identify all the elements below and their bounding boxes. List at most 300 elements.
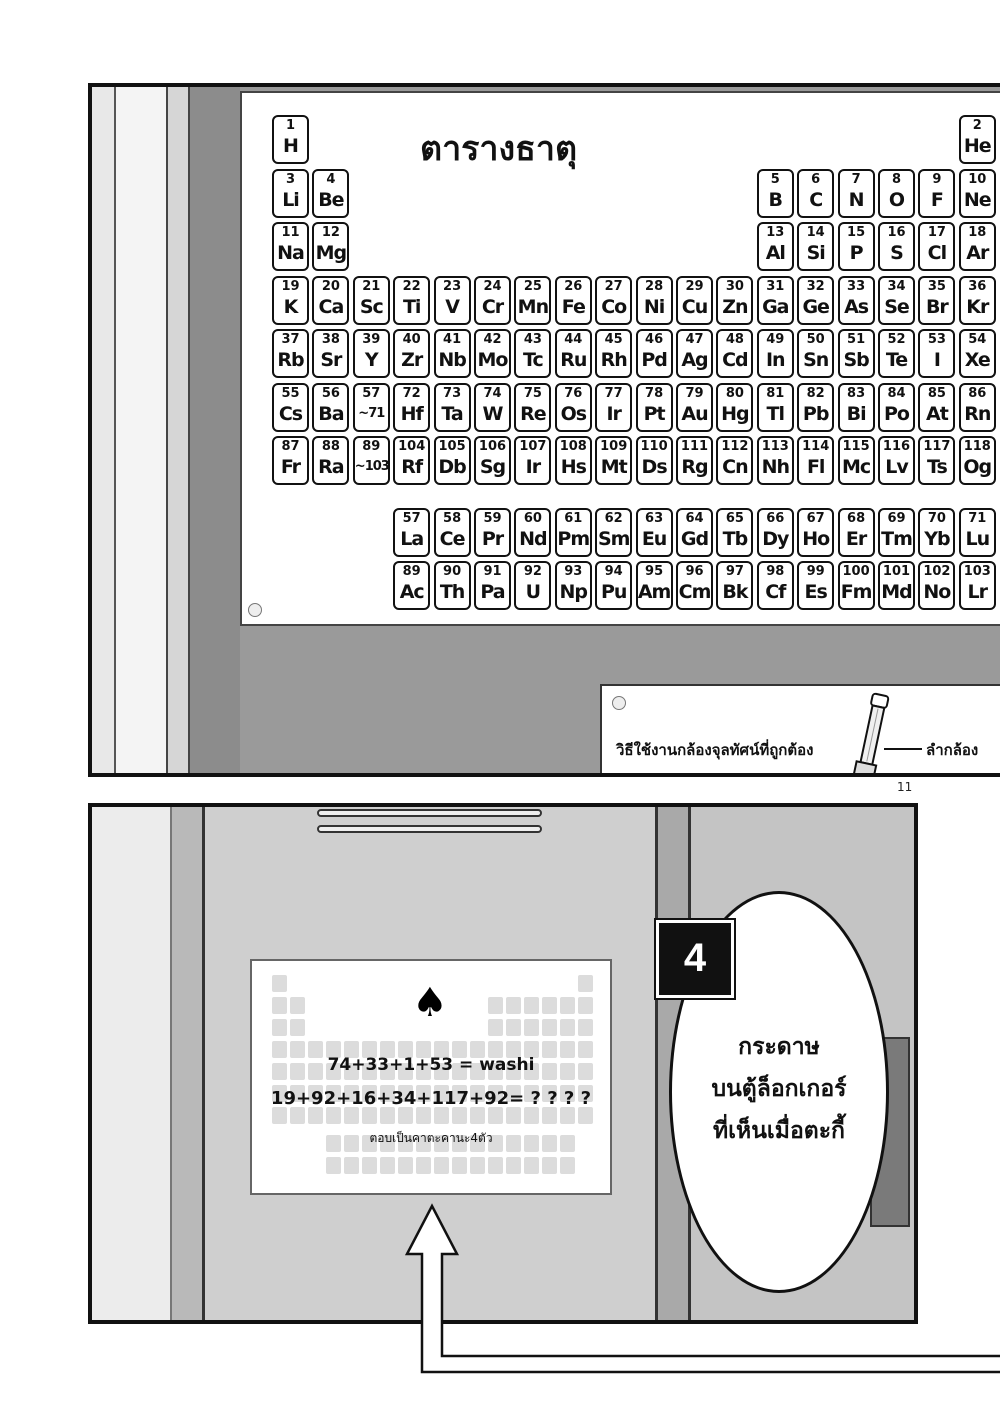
element-symbol: I <box>933 349 940 371</box>
element-symbol: Hs <box>560 456 586 478</box>
element-symbol: Lv <box>885 456 908 478</box>
atomic-number: 99 <box>806 564 825 579</box>
element-cell <box>716 383 753 432</box>
atomic-number: 22 <box>402 278 421 294</box>
element-symbol: Zr <box>401 349 423 371</box>
element-cell <box>474 329 511 378</box>
element-cell <box>434 329 471 378</box>
atomic-number: 69 <box>887 510 906 526</box>
element-symbol: Tb <box>722 527 748 550</box>
atomic-number: 88 <box>321 439 340 454</box>
element-symbol: Sn <box>803 349 829 371</box>
ghost-cell <box>488 1107 503 1124</box>
atomic-number: 92 <box>523 564 542 579</box>
element-symbol: Gd <box>680 527 709 550</box>
element-symbol: Si <box>806 242 825 264</box>
atomic-number: 46 <box>645 332 664 347</box>
atomic-number: 108 <box>559 439 587 454</box>
element-cell <box>434 383 471 432</box>
atomic-number: 21 <box>362 278 381 294</box>
element-cell <box>555 329 592 378</box>
atomic-number: 56 <box>321 385 340 401</box>
atomic-number: 61 <box>564 510 583 526</box>
element-symbol: Br <box>925 295 948 318</box>
atomic-number: 36 <box>968 278 987 294</box>
element-cell <box>312 383 349 432</box>
atomic-number: 19 <box>281 278 300 294</box>
wall-tone <box>190 87 240 773</box>
element-cell <box>474 383 511 432</box>
element-cell <box>757 329 794 378</box>
element-symbol: Rg <box>681 456 708 478</box>
atomic-number: 73 <box>443 385 462 401</box>
atomic-number: 71 <box>968 510 987 526</box>
element-cell <box>272 115 309 164</box>
atomic-number: 48 <box>725 332 744 347</box>
ghost-cell <box>524 997 539 1014</box>
atomic-number: 5 <box>770 171 780 187</box>
element-symbol: O <box>888 188 905 211</box>
element-cell <box>272 276 309 325</box>
element-symbol: C <box>809 188 823 211</box>
bubble-line-2: บนตู้ล็อกเกอร์ <box>711 1076 847 1102</box>
element-cell <box>353 329 390 378</box>
element-cell <box>555 561 592 610</box>
ghost-cell <box>290 997 305 1014</box>
atomic-number: 51 <box>847 332 866 347</box>
atomic-number: 90 <box>443 564 462 579</box>
atomic-number: 83 <box>847 385 866 401</box>
atomic-number: 102 <box>923 564 951 579</box>
element-symbol: Sr <box>320 349 342 371</box>
ghost-cell <box>362 1107 377 1124</box>
atomic-number: 2 <box>972 118 982 133</box>
element-symbol: Al <box>765 242 785 264</box>
ghost-cell <box>542 1107 557 1124</box>
element-symbol: P <box>849 242 863 264</box>
ghost-cell <box>272 997 287 1014</box>
element-cell <box>959 436 996 485</box>
periodic-table-poster <box>240 91 1000 626</box>
element-cell <box>757 222 794 271</box>
atomic-number: 85 <box>927 385 946 401</box>
element-cell <box>797 276 834 325</box>
atomic-number: 3 <box>285 171 296 187</box>
element-symbol: Tm <box>881 527 912 550</box>
element-cell <box>838 383 875 432</box>
bottom-panel <box>88 803 918 1324</box>
element-symbol: No <box>923 581 951 603</box>
element-symbol: Mo <box>477 349 508 371</box>
atomic-number: 30 <box>725 278 744 294</box>
element-symbol: Cs <box>278 402 303 425</box>
atomic-number: 117 <box>923 439 951 454</box>
atomic-number: 84 <box>887 385 906 401</box>
atomic-number: 29 <box>685 278 704 294</box>
ghost-cell <box>560 1107 575 1124</box>
element-cell <box>514 561 551 610</box>
element-cell <box>959 222 996 271</box>
atomic-number: 20 <box>321 278 340 294</box>
ghost-cell <box>452 1107 467 1124</box>
atomic-number: 25 <box>523 278 542 294</box>
element-symbol: Sc <box>359 295 383 318</box>
element-symbol: Ac <box>399 581 424 603</box>
ghost-cell <box>506 1107 521 1124</box>
element-cell <box>959 169 996 218</box>
element-symbol: S <box>890 242 903 264</box>
atomic-number: 42 <box>483 332 502 347</box>
door-frame-shadow <box>168 87 190 773</box>
atomic-number: 113 <box>761 439 789 454</box>
element-symbol: Nb <box>438 349 466 371</box>
element-cell <box>959 561 996 610</box>
element-symbol: Md <box>881 581 912 603</box>
element-symbol: Np <box>559 581 588 603</box>
element-cell <box>797 508 834 557</box>
element-symbol: Pt <box>643 402 665 425</box>
element-symbol: Se <box>884 295 909 318</box>
element-cell <box>353 383 390 432</box>
atomic-number: 12 <box>321 225 340 240</box>
element-cell <box>393 276 430 325</box>
atomic-number: 4 <box>326 171 336 187</box>
element-cell <box>676 276 713 325</box>
step-number-badge: 4 <box>656 920 734 998</box>
atomic-number: 98 <box>766 564 785 579</box>
atomic-number: 44 <box>564 332 583 347</box>
ghost-cell <box>560 997 575 1014</box>
atomic-number: 35 <box>927 278 946 294</box>
atomic-number: 32 <box>806 278 825 294</box>
door-frame-inner <box>116 87 168 773</box>
element-cell <box>636 436 673 485</box>
ghost-cell <box>434 1107 449 1124</box>
atomic-number: 1 <box>285 118 296 133</box>
element-symbol: Cr <box>481 295 504 318</box>
atomic-number: 33 <box>847 278 866 294</box>
element-cell <box>716 561 753 610</box>
atomic-number: 79 <box>685 385 704 401</box>
atomic-number: 66 <box>766 510 785 526</box>
element-cell <box>716 329 753 378</box>
element-symbol: Ce <box>439 527 465 550</box>
element-cell <box>474 508 511 557</box>
atomic-number: 64 <box>685 510 704 526</box>
atomic-number: 60 <box>523 510 542 526</box>
element-symbol: F <box>930 188 943 211</box>
element-cell <box>393 561 430 610</box>
atomic-number: 101 <box>882 564 911 579</box>
element-symbol: La <box>400 527 424 550</box>
element-cell <box>636 276 673 325</box>
element-cell <box>474 561 511 610</box>
element-symbol: As <box>844 295 869 318</box>
element-symbol: Ba <box>318 402 344 425</box>
element-symbol: Fr <box>280 456 301 478</box>
element-symbol: Ta <box>441 402 463 425</box>
element-symbol: Xe <box>964 349 990 371</box>
element-cell <box>838 508 875 557</box>
atomic-number: 75 <box>523 385 542 401</box>
atomic-number: 38 <box>321 332 340 347</box>
atomic-number: 115 <box>842 439 870 454</box>
microscope-card <box>600 684 1000 777</box>
element-symbol: Nh <box>761 456 790 478</box>
atomic-number: 63 <box>645 510 664 526</box>
atomic-number: 7 <box>851 171 861 187</box>
atomic-number: 9 <box>932 171 942 187</box>
atomic-number: 57 <box>362 385 381 401</box>
locker-vent <box>317 825 542 833</box>
ghost-cell <box>290 1107 305 1124</box>
atomic-number: 72 <box>402 385 421 401</box>
element-cell <box>676 561 713 610</box>
atomic-number: 43 <box>523 332 542 347</box>
element-symbol: Ho <box>802 527 830 550</box>
element-symbol: Cn <box>722 456 748 478</box>
ghost-cell <box>308 1107 323 1124</box>
element-symbol: Cm <box>678 581 711 603</box>
element-cell <box>676 329 713 378</box>
ghost-cell <box>416 1107 431 1124</box>
element-symbol: Os <box>560 402 587 425</box>
element-cell <box>878 329 915 378</box>
element-cell <box>555 276 592 325</box>
element-cell <box>474 436 511 485</box>
atomic-number: 116 <box>882 439 911 454</box>
element-symbol: Ne <box>963 188 991 211</box>
atomic-number: 8 <box>891 171 902 187</box>
element-symbol: Og <box>963 456 992 478</box>
element-symbol: V <box>445 295 459 318</box>
element-symbol: Na <box>277 242 304 264</box>
atomic-number: 74 <box>483 385 502 401</box>
element-symbol: K <box>283 295 298 318</box>
element-symbol: Fe <box>561 295 585 318</box>
element-symbol: Co <box>601 295 627 318</box>
element-cell <box>312 329 349 378</box>
ghost-cell <box>560 1019 575 1036</box>
element-cell <box>918 508 955 557</box>
element-symbol: Rn <box>964 402 991 425</box>
atomic-number: 37 <box>281 332 300 347</box>
element-cell <box>878 561 915 610</box>
atomic-number: 87 <box>281 439 300 454</box>
element-symbol: Sb <box>843 349 869 371</box>
atomic-number: 34 <box>887 278 906 294</box>
atomic-number: 76 <box>564 385 583 401</box>
element-cell <box>474 276 511 325</box>
element-cell <box>878 169 915 218</box>
atomic-number: 94 <box>604 564 623 579</box>
spade-icon: ♠ <box>412 980 448 1026</box>
element-cell <box>838 169 875 218</box>
element-cell <box>555 436 592 485</box>
element-symbol: Rh <box>600 349 627 371</box>
element-symbol: Hg <box>721 402 749 425</box>
element-cell <box>595 561 632 610</box>
element-cell <box>595 436 632 485</box>
element-cell <box>838 561 875 610</box>
element-symbol: Ar <box>966 242 989 264</box>
atomic-number: 114 <box>802 439 830 454</box>
element-cell <box>393 383 430 432</box>
equation-puzzle: 19+92+16+34+117+92= ? ? ? ? <box>270 1088 592 1109</box>
ghost-cell <box>488 1157 503 1174</box>
element-cell <box>757 169 794 218</box>
atomic-number: 10 <box>968 171 987 187</box>
atomic-number: 53 <box>927 332 946 347</box>
atomic-number: 91 <box>483 564 502 579</box>
element-cell <box>434 508 471 557</box>
element-symbol: Ts <box>927 456 947 478</box>
element-cell <box>676 508 713 557</box>
element-cell <box>555 383 592 432</box>
atomic-number: 39 <box>362 332 381 347</box>
element-cell <box>716 508 753 557</box>
element-cell <box>959 383 996 432</box>
ghost-cell <box>506 997 521 1014</box>
element-symbol: Tl <box>766 402 785 425</box>
element-symbol: Cd <box>722 349 748 371</box>
ghost-cell <box>488 1019 503 1036</box>
element-cell <box>514 383 551 432</box>
element-cell <box>272 436 309 485</box>
ghost-cell <box>272 975 287 992</box>
element-symbol: Cl <box>927 242 947 264</box>
element-symbol: Am <box>637 581 671 603</box>
element-symbol: Eu <box>641 527 667 550</box>
atomic-number: 109 <box>600 439 628 454</box>
element-cell <box>716 276 753 325</box>
element-symbol: Fm <box>840 581 872 603</box>
element-symbol: Th <box>439 581 465 603</box>
atomic-number: 78 <box>645 385 664 401</box>
microscope-part-label: ลำกล้อง <box>926 741 979 759</box>
atomic-number: 52 <box>887 332 906 347</box>
element-symbol: Pa <box>480 581 505 603</box>
element-symbol: Ga <box>762 295 789 318</box>
atomic-number: 100 <box>842 564 870 579</box>
element-symbol: Es <box>804 581 827 603</box>
element-symbol: N <box>848 188 864 211</box>
element-cell <box>636 508 673 557</box>
atomic-number: 95 <box>645 564 664 579</box>
ghost-cell <box>398 1157 413 1174</box>
element-symbol: Lr <box>967 581 988 603</box>
atomic-number: 13 <box>766 225 785 240</box>
element-cell <box>393 508 430 557</box>
ghost-cell <box>290 1019 305 1036</box>
element-cell <box>434 276 471 325</box>
element-cell <box>434 561 471 610</box>
ghost-cell <box>470 1107 485 1124</box>
atomic-number: 118 <box>963 439 991 454</box>
element-cell <box>595 276 632 325</box>
element-cell <box>555 508 592 557</box>
element-cell <box>797 383 834 432</box>
atomic-number: 86 <box>968 385 987 401</box>
atomic-number: 106 <box>478 439 507 454</box>
ghost-cell <box>398 1107 413 1124</box>
element-cell <box>514 508 551 557</box>
microscope-tube-icon <box>842 692 902 777</box>
element-symbol: Hf <box>400 402 423 425</box>
element-symbol: Ge <box>802 295 829 318</box>
atomic-number: 28 <box>645 278 664 294</box>
element-cell <box>353 436 390 485</box>
element-symbol: Dy <box>762 527 789 550</box>
atomic-number: 110 <box>640 439 668 454</box>
element-symbol: Er <box>845 527 867 550</box>
atomic-number: 70 <box>927 510 946 526</box>
element-symbol: Re <box>520 402 546 425</box>
element-symbol: Mt <box>600 456 627 478</box>
atomic-number: 6 <box>811 171 821 187</box>
element-cell <box>797 329 834 378</box>
element-cell <box>676 436 713 485</box>
label-leader-line <box>884 748 922 750</box>
ghost-cell <box>578 997 593 1014</box>
element-symbol: Mc <box>842 456 871 478</box>
ghost-cell <box>380 1157 395 1174</box>
element-symbol: Be <box>318 188 344 211</box>
atomic-number: 26 <box>564 278 583 294</box>
element-cell <box>757 276 794 325</box>
ghost-cell <box>344 1157 359 1174</box>
element-cell <box>797 222 834 271</box>
element-symbol: At <box>925 402 948 425</box>
element-symbol: Cu <box>681 295 708 318</box>
element-symbol: Yb <box>924 527 950 550</box>
ghost-cell <box>560 1157 575 1174</box>
atomic-number: 40 <box>402 332 421 347</box>
element-symbol: Li <box>282 188 299 211</box>
atomic-number: 57 <box>402 510 421 526</box>
element-symbol: Zn <box>722 295 748 318</box>
atomic-number: 77 <box>604 385 623 401</box>
element-cell <box>757 561 794 610</box>
element-symbol: Fl <box>806 456 825 478</box>
element-cell <box>838 436 875 485</box>
atomic-number: 11 <box>281 225 300 240</box>
atomic-number: 47 <box>685 332 704 347</box>
element-symbol: Te <box>885 349 908 371</box>
element-symbol: Pb <box>802 402 829 425</box>
element-symbol: Rb <box>277 349 304 371</box>
element-cell <box>272 169 309 218</box>
atomic-number: 62 <box>604 510 623 526</box>
ghost-cell <box>542 1157 557 1174</box>
atomic-number: 80 <box>725 385 744 401</box>
element-cell <box>918 436 955 485</box>
equation-example: 74+33+1+53 = washi <box>327 1055 535 1075</box>
element-symbol: Pu <box>600 581 627 603</box>
element-cell <box>959 115 996 164</box>
atomic-number: 16 <box>887 225 906 240</box>
atomic-number: 65 <box>725 510 744 526</box>
element-cell <box>353 276 390 325</box>
ghost-cell <box>488 997 503 1014</box>
element-cell <box>918 169 955 218</box>
element-cell <box>878 222 915 271</box>
element-symbol: Bk <box>722 581 748 603</box>
element-cell <box>838 222 875 271</box>
poster-title: ตารางธาตุ <box>420 129 578 169</box>
atomic-number: 55 <box>281 385 300 401</box>
element-cell <box>918 561 955 610</box>
